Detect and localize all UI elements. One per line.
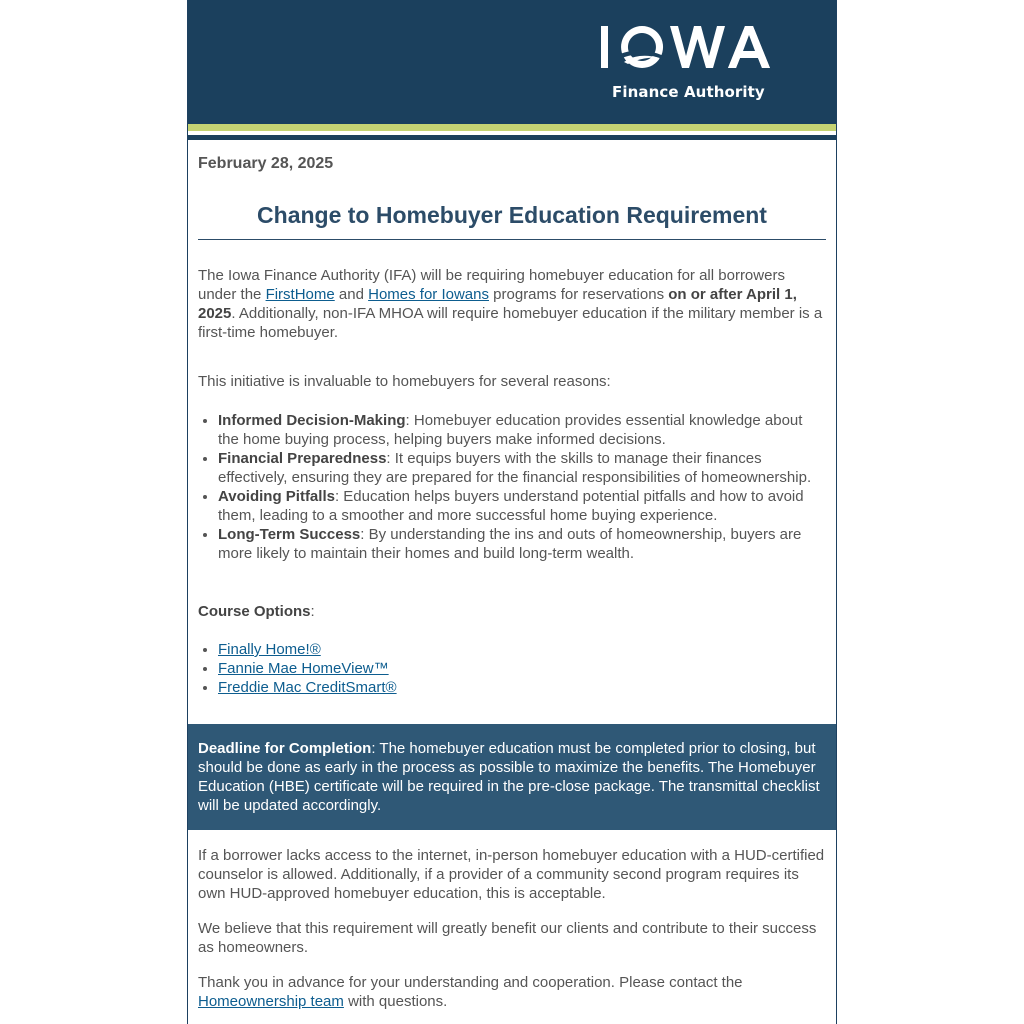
firsthome-link[interactable]: FirstHome — [265, 286, 335, 303]
closing-paragraph: Thank you in advance for your understanding and cooperation. Please contact the Homeownership team with questions. — [198, 974, 743, 1010]
email-date: February 28, 2025 — [198, 155, 334, 172]
list-item: • Financial Preparedness: It equips buyers with the skills to manage their finances effectively, ensuring they are prepared for the financial responsibilities of homeownership. — [218, 449, 826, 487]
fannie-mae-homeview-link[interactable]: Fannie Mae HomeView™ — [218, 660, 389, 677]
benefit-paragraph: We believe that this requirement will greatly benefit our clients and contribute to their success as homeowners. — [198, 920, 817, 956]
deadline-text: Deadline for Completion: The homebuyer education must be completed prior to closing, but should be done as early in the process as possible to maximize the benefits. The Homebuyer Education (HBE) certificate will be required in the pre-close package. The transmittal checklist will be updated accordingly. — [198, 740, 820, 814]
finally-home-link[interactable]: Finally Home!® — [218, 641, 321, 658]
header-stripe-navy — [188, 135, 836, 140]
email-title: Change to Homebuyer Education Requirement — [257, 202, 767, 228]
effective-date: on or after April 1, 2025 — [198, 286, 797, 322]
list-item — [218, 640, 826, 659]
list-item: • Avoiding Pitfalls: Education helps buyers understand potential pitfalls and how to avoid them, leading to a smoother and more successful home buying experience. — [218, 487, 826, 525]
reasons-intro: This initiative is invaluable to homebuyers for several reasons: — [198, 373, 611, 390]
title-divider — [198, 239, 826, 240]
freddie-mac-creditsmart-link[interactable]: Freddie Mac CreditSmart® — [218, 679, 397, 696]
homes-for-iowans-link[interactable]: Homes for Iowans — [368, 286, 489, 303]
intro-paragraph: The Iowa Finance Authority (IFA) will be requiring homebuyer education for all borrowers under the FirstHome and Homes for Iowans programs for reservations on or after April 1, 2025. Additionally, non-IFA MHOA will require homebuyer education if the military member is a first-time homebuyer. — [198, 267, 823, 341]
list-item — [218, 659, 826, 678]
reasons-list — [198, 411, 826, 563]
list-item — [218, 678, 826, 697]
logo-subtitle: Finance Authority — [612, 83, 765, 101]
header-stripe-green — [188, 124, 836, 131]
list-item: • Long-Term Success: By understanding the ins and outs of homeownership, buyers are more likely to maintain their homes and build long-term wealth. — [218, 525, 826, 563]
list-item: • Informed Decision-Making: Homebuyer education provides essential knowledge about the home buying process, helping buyers make informed decisions. — [218, 411, 826, 449]
internet-paragraph: If a borrower lacks access to the internet, in-person homebuyer education with a HUD-certified counselor is allowed. Additionally, if a provider of a community second program requires its own HUD-approved homebuyer education, this is acceptable. — [198, 847, 825, 902]
homeownership-team-link[interactable]: Homeownership team — [198, 993, 344, 1010]
email-frame — [187, 0, 837, 1024]
deadline-panel — [188, 724, 836, 830]
email-header — [188, 0, 836, 124]
course-options-list — [198, 640, 826, 697]
course-options-label: Course Options: — [198, 603, 315, 620]
